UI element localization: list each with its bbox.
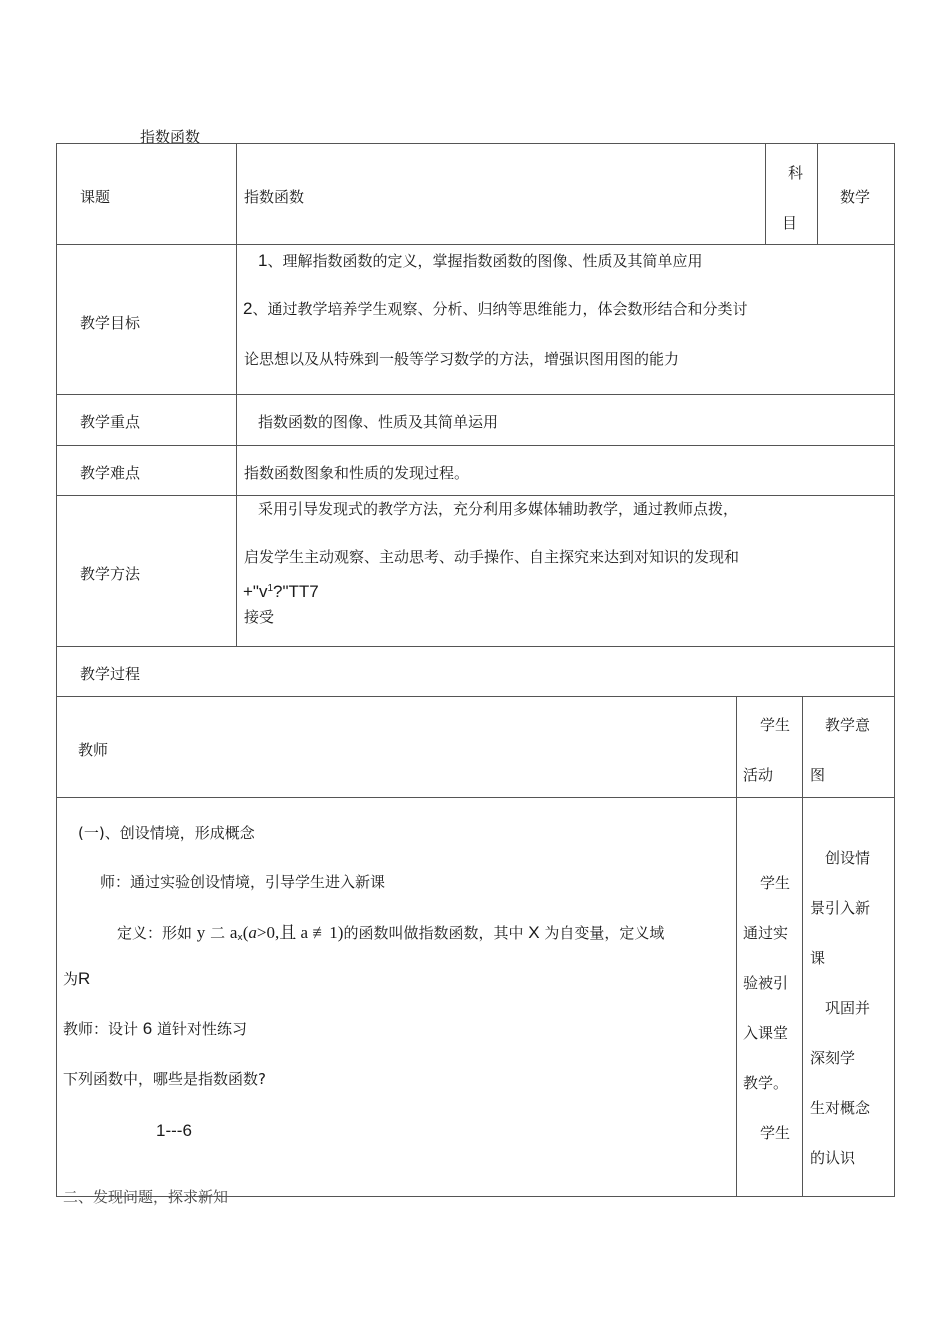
methods-line-2: 启发学生主动观察、主动思考、动手操作、自主探究来达到对知识的发现和	[244, 548, 740, 566]
objective-line-2	[243, 298, 747, 319]
col-student-header-1: 学生	[760, 716, 791, 734]
methods-garbled-line	[243, 582, 319, 602]
col-student-header-2: 活动	[743, 766, 774, 784]
process-col-divider-2	[802, 696, 803, 1197]
key-points-label: 教学重点	[80, 413, 141, 431]
col-intent-header-2: 图	[810, 766, 826, 784]
subject-label-divider-right	[817, 143, 818, 244]
def-variable-x: X	[528, 923, 540, 942]
def-cond-a: a	[248, 923, 257, 942]
process-col-divider-1	[736, 696, 737, 1197]
practice-suffix: 道针对性练习	[157, 1020, 248, 1038]
topic-value: 指数函数	[244, 188, 305, 206]
garbled-superscript: 1	[267, 583, 274, 594]
def-condition: >0,且 a ≢1)	[256, 923, 344, 942]
question-line: 下列函数中，哪些是指数函数?	[63, 1070, 266, 1088]
domain-wei: 为	[63, 970, 79, 988]
process-header-line	[56, 797, 895, 798]
objective-1-text: 、理解指数函数的定义，掌握指数函数的图像、性质及其简单应用	[267, 252, 703, 270]
intent-6: 生对概念	[810, 1099, 871, 1117]
clipped-text-wrap	[63, 1188, 735, 1206]
intent-2: 景引入新	[810, 899, 871, 917]
definition-domain	[63, 968, 90, 989]
objective-2-text: 、通过教学培养学生观察、分析、归纳等思维能力，体会数形结合和分类讨	[252, 300, 748, 318]
process-label: 教学过程	[80, 665, 141, 683]
def-base-a: a	[229, 923, 238, 942]
section-heading: (一)、创设情境，形成概念	[78, 824, 255, 842]
practice-line	[63, 1018, 247, 1039]
practice-prefix: 教师：设计	[63, 1020, 139, 1038]
document-title: 指数函数	[140, 128, 201, 146]
objectives-label: 教学目标	[80, 314, 141, 332]
row-line-4	[56, 495, 895, 496]
teacher-intro: 师：通过实验创设情境，引导学生进入新课	[100, 873, 386, 891]
practice-count: 6	[142, 1019, 153, 1038]
col-teacher-header: 教师	[78, 741, 109, 759]
garbled-part-a: +"v	[243, 582, 268, 601]
intent-3: 课	[810, 949, 826, 967]
methods-line-4: 接受	[244, 608, 275, 626]
domain-r: R	[78, 969, 91, 988]
col-intent-header-1: 教学意	[825, 716, 871, 734]
row-line-2	[56, 394, 895, 395]
row-line-3	[56, 445, 895, 446]
subject-value: 数学	[840, 188, 871, 206]
objective-line-3: 论思想以及从特殊到一般等学习数学的方法，增强识图用图的能力	[244, 350, 680, 368]
methods-label: 教学方法	[80, 565, 141, 583]
definition-suffix-2: 为自变量，定义域	[544, 924, 665, 942]
intent-1: 创设情	[825, 849, 871, 867]
intent-7: 的认识	[810, 1149, 856, 1167]
subject-label-divider-left	[765, 143, 766, 244]
intent-5: 深刻学	[810, 1049, 856, 1067]
difficulties-text: 指数函数图象和性质的发现过程。	[244, 464, 470, 482]
garbled-part-b: ?"TT7	[273, 582, 319, 601]
row-line-1	[56, 244, 895, 245]
student-activity-3: 验被引	[743, 974, 789, 992]
difficulties-label: 教学难点	[80, 464, 141, 482]
subject-label-top: 科	[788, 164, 804, 182]
question-range: 1---6	[156, 1121, 192, 1140]
objective-1-number: 1	[258, 251, 268, 270]
def-exponent-x: x	[237, 933, 243, 943]
def-cond-open: (	[242, 923, 249, 942]
objective-2-number: 2	[243, 299, 253, 318]
row-line-5	[56, 646, 895, 647]
student-activity-2: 通过实	[743, 924, 789, 942]
definition-suffix: 的函数叫做指数函数，其中	[343, 924, 524, 942]
def-equals-glyph: 二	[210, 924, 226, 942]
definition-line	[117, 918, 664, 943]
student-activity-4: 入课堂	[743, 1024, 789, 1042]
student-activity-1: 学生	[760, 874, 791, 892]
key-points-text: 指数函数的图像、性质及其简单运用	[258, 413, 499, 431]
clipped-section-heading: 二、发现问题，探求新知	[63, 1188, 229, 1206]
def-y: y	[196, 923, 206, 942]
subject-label-bottom: 目	[782, 214, 798, 232]
topic-label: 课题	[80, 188, 111, 206]
objective-line-1	[258, 250, 702, 271]
student-activity-5: 教学。	[743, 1074, 789, 1092]
intent-4: 巩固并	[825, 999, 871, 1017]
definition-prefix: 定义：形如	[117, 924, 193, 942]
methods-line-1: 采用引导发现式的教学方法，充分利用多媒体辅助教学，通过教师点拨，	[258, 500, 739, 518]
student-activity-6: 学生	[760, 1124, 791, 1142]
